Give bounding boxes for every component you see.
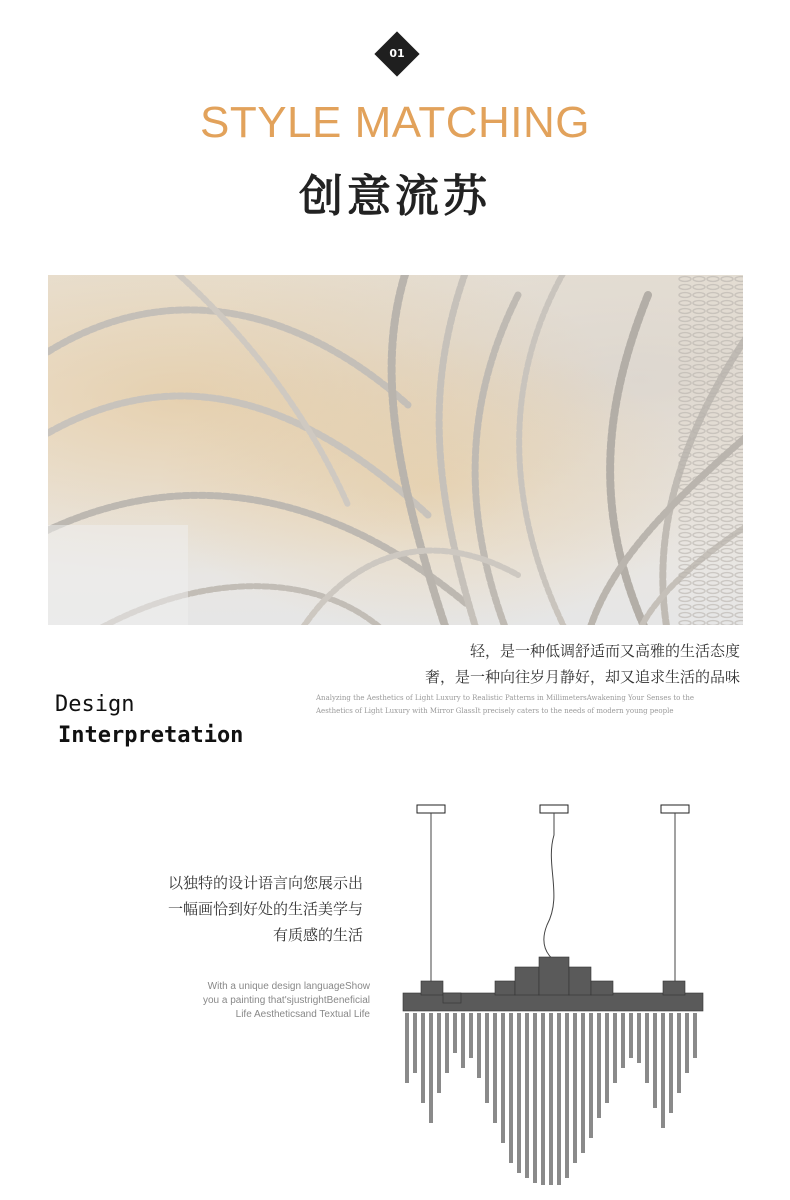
crystal-tassels xyxy=(405,1013,697,1185)
ceiling-canopies xyxy=(417,805,689,813)
chain-pattern-graphic xyxy=(48,275,743,625)
chandelier-frame xyxy=(403,957,703,1011)
fine-print-line-1: Analyzing the Aesthetics of Light Luxury to Realistic Patterns in MillimetersAwakening Your Senses to the xyxy=(316,694,695,702)
description-cn-line-3: 有质感的生活 xyxy=(272,926,363,944)
section-number: 01 xyxy=(389,47,405,60)
chain-tassel-photo xyxy=(48,275,743,625)
section-label-interpretation: Interpretation xyxy=(58,723,244,748)
quote-line-1: 轻，是一种低调舒适而又高雅的生活态度 xyxy=(469,642,740,660)
chandelier-drawing xyxy=(395,795,715,1185)
section-title-english: STYLE MATCHING xyxy=(199,98,590,147)
section-label-design: Design xyxy=(55,692,135,717)
description-en-line-1: With a unique design languageShow xyxy=(207,981,370,992)
section-title-chinese: 创意流苏 xyxy=(299,171,491,222)
chandelier-illustration xyxy=(395,795,715,1185)
quote-line-2: 奢，是一种向往岁月静好，却又追求生活的品味 xyxy=(424,668,740,686)
description-cn-line-1: 以独特的设计语言向您展示出 xyxy=(167,874,363,892)
description-en-line-3: Life Aestheticsand Textual Life xyxy=(235,1009,370,1020)
fine-print-line-2: Aesthetics of Light Luxury with Mirror GlassIt precisely caters to the needs of modern young people xyxy=(316,707,674,715)
description-cn-line-2: 一幅画恰到好处的生活美学与 xyxy=(167,900,363,918)
description-en-line-2: you a painting that'sjustrightBeneficial xyxy=(202,995,370,1006)
